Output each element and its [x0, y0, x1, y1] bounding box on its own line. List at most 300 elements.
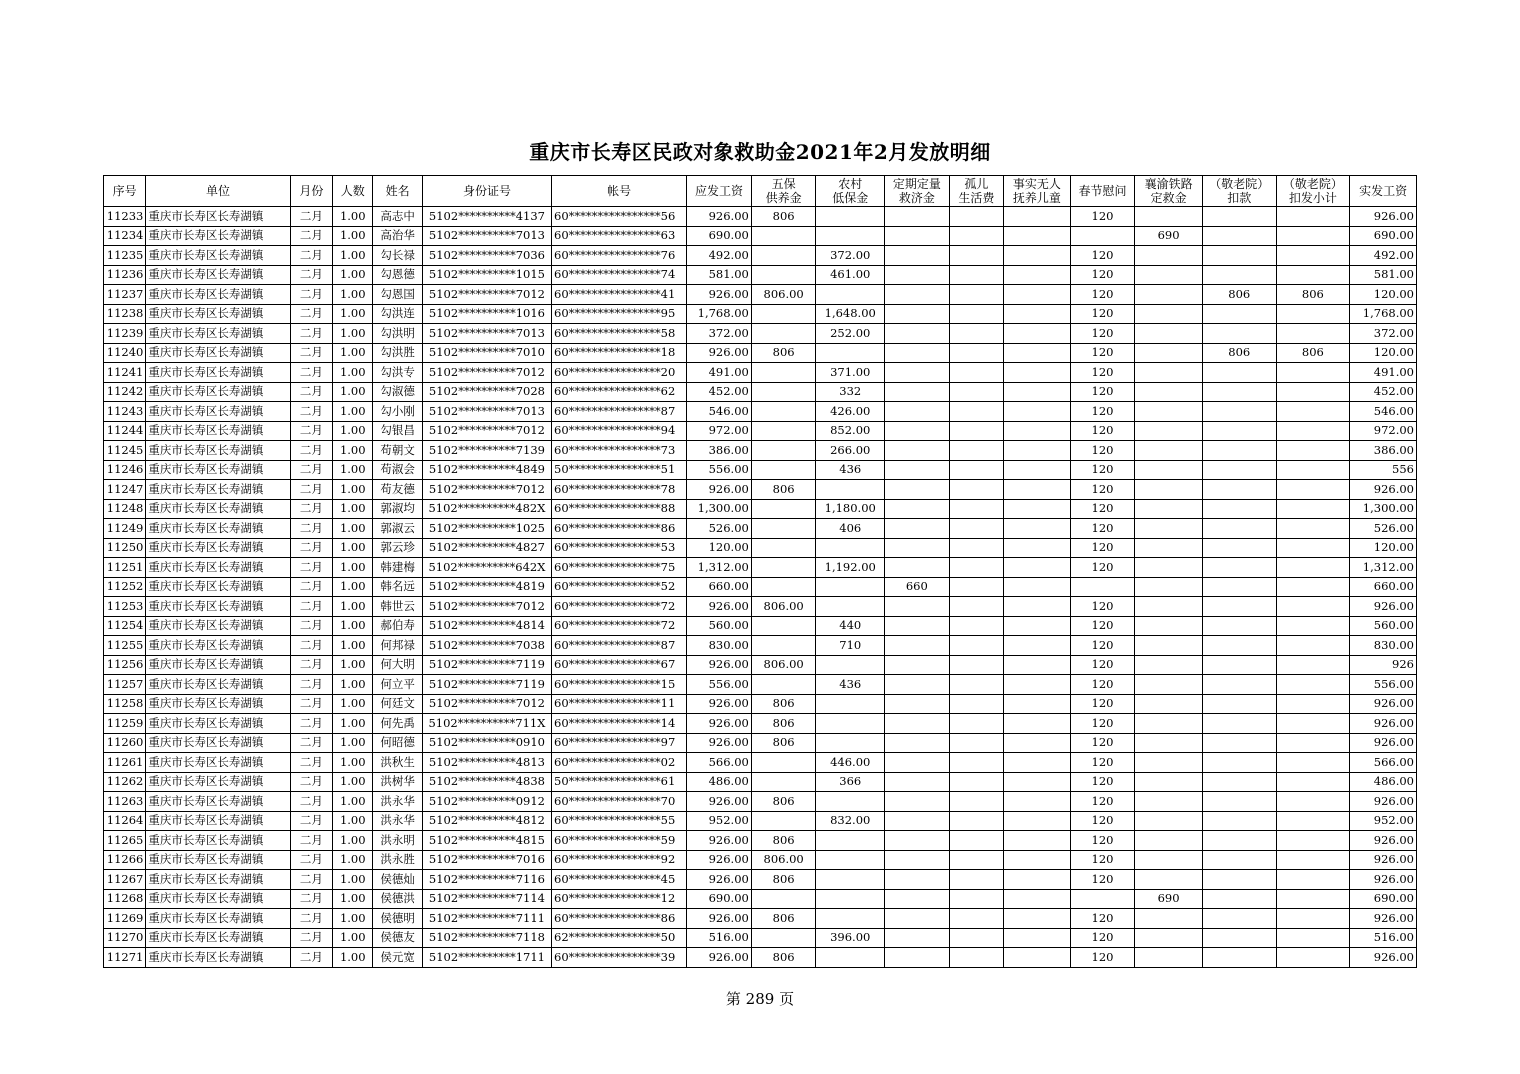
cell-festival: 120: [1070, 402, 1135, 422]
cell-railway-relief: [1135, 441, 1203, 461]
cell-festival: 120: [1070, 928, 1135, 948]
cell-regular-relief: [885, 655, 950, 675]
cell-festival: 120: [1070, 207, 1135, 227]
cell-payable: 120.00: [687, 538, 752, 558]
cell-orphan: [949, 499, 1003, 519]
column-header-account: 帐号: [552, 176, 687, 207]
cell-railway-relief: [1135, 753, 1203, 773]
cell-unattended-child: [1004, 363, 1071, 383]
cell-net-pay: 492.00: [1350, 246, 1417, 266]
cell-id-number: 5102**********7114: [422, 889, 551, 909]
cell-unit: 重庆市长寿区长寿湖镇: [146, 909, 290, 929]
cell-count: 1.00: [333, 733, 373, 753]
cell-count: 1.00: [333, 343, 373, 363]
cell-account: 60****************72: [552, 616, 687, 636]
cell-wubao: [751, 324, 816, 344]
cell-payable: 556.00: [687, 675, 752, 695]
cell-regular-relief: [885, 265, 950, 285]
cell-payable: 690.00: [687, 889, 752, 909]
cell-railway-relief: [1135, 772, 1203, 792]
cell-orphan: [949, 636, 1003, 656]
cell-dibao: [816, 226, 885, 246]
cell-unattended-child: [1004, 948, 1071, 968]
cell-month: 二月: [290, 655, 332, 675]
cell-serial: 11268: [104, 889, 146, 909]
cell-railway-relief: [1135, 714, 1203, 734]
cell-id-number: 5102**********7139: [422, 441, 551, 461]
cell-month: 二月: [290, 636, 332, 656]
cell-serial: 11233: [104, 207, 146, 227]
cell-unit: 重庆市长寿区长寿湖镇: [146, 948, 290, 968]
cell-festival: 120: [1070, 831, 1135, 851]
cell-wubao: 806: [751, 909, 816, 929]
cell-nursing-deduction: [1202, 265, 1276, 285]
cell-wubao: [751, 421, 816, 441]
cell-month: 二月: [290, 889, 332, 909]
cell-nursing-subtotal: [1276, 792, 1350, 812]
cell-account: 60****************59: [552, 831, 687, 851]
cell-serial: 11241: [104, 363, 146, 383]
cell-id-number: 5102**********7013: [422, 226, 551, 246]
table-row: [104, 909, 1417, 929]
cell-unattended-child: [1004, 909, 1071, 929]
cell-nursing-subtotal: [1276, 811, 1350, 831]
cell-regular-relief: [885, 246, 950, 266]
column-header-net-pay: 实发工资: [1350, 176, 1417, 207]
cell-account: 60****************75: [552, 558, 687, 578]
cell-railway-relief: [1135, 363, 1203, 383]
cell-account: 60****************58: [552, 324, 687, 344]
cell-account: 60****************87: [552, 636, 687, 656]
cell-nursing-deduction: [1202, 304, 1276, 324]
cell-name: 勾恩国: [373, 285, 422, 305]
cell-serial: 11240: [104, 343, 146, 363]
cell-nursing-subtotal: [1276, 850, 1350, 870]
cell-month: 二月: [290, 285, 332, 305]
cell-railway-relief: [1135, 519, 1203, 539]
cell-name: 勾银昌: [373, 421, 422, 441]
column-header-payable: 应发工资: [687, 176, 752, 207]
cell-id-number: 5102**********7111: [422, 909, 551, 929]
cell-nursing-deduction: [1202, 538, 1276, 558]
cell-nursing-subtotal: [1276, 480, 1350, 500]
cell-wubao: 806.00: [751, 850, 816, 870]
cell-dibao: [816, 714, 885, 734]
cell-payable: 926.00: [687, 207, 752, 227]
cell-name: 韩世云: [373, 597, 422, 617]
cell-month: 二月: [290, 207, 332, 227]
cell-unattended-child: [1004, 655, 1071, 675]
cell-nursing-deduction: [1202, 909, 1276, 929]
cell-name: 洪树华: [373, 772, 422, 792]
column-header-railway-relief: 襄渝铁路 定救金: [1135, 176, 1203, 207]
cell-month: 二月: [290, 304, 332, 324]
cell-nursing-deduction: [1202, 558, 1276, 578]
cell-orphan: [949, 928, 1003, 948]
cell-dibao: 832.00: [816, 811, 885, 831]
cell-nursing-subtotal: [1276, 597, 1350, 617]
cell-count: 1.00: [333, 226, 373, 246]
cell-id-number: 5102**********7013: [422, 324, 551, 344]
cell-serial: 11254: [104, 616, 146, 636]
cell-serial: 11247: [104, 480, 146, 500]
cell-nursing-deduction: [1202, 382, 1276, 402]
cell-name: 侯元宽: [373, 948, 422, 968]
cell-railway-relief: [1135, 324, 1203, 344]
table-row: [104, 499, 1417, 519]
cell-orphan: [949, 655, 1003, 675]
cell-id-number: 5102**********4812: [422, 811, 551, 831]
cell-month: 二月: [290, 753, 332, 773]
cell-count: 1.00: [333, 363, 373, 383]
cell-dibao: 266.00: [816, 441, 885, 461]
table-row: [104, 616, 1417, 636]
cell-name: 侯德友: [373, 928, 422, 948]
cell-unattended-child: [1004, 714, 1071, 734]
cell-unattended-child: [1004, 811, 1071, 831]
cell-id-number: 5102**********4838: [422, 772, 551, 792]
cell-serial: 11251: [104, 558, 146, 578]
cell-unit: 重庆市长寿区长寿湖镇: [146, 460, 290, 480]
cell-net-pay: 1,300.00: [1350, 499, 1417, 519]
cell-railway-relief: [1135, 207, 1203, 227]
cell-count: 1.00: [333, 519, 373, 539]
cell-nursing-subtotal: [1276, 460, 1350, 480]
cell-month: 二月: [290, 597, 332, 617]
cell-regular-relief: [885, 460, 950, 480]
cell-serial: 11244: [104, 421, 146, 441]
cell-orphan: [949, 558, 1003, 578]
cell-month: 二月: [290, 772, 332, 792]
table-row: [104, 480, 1417, 500]
cell-serial: 11267: [104, 870, 146, 890]
cell-nursing-subtotal: [1276, 558, 1350, 578]
table-body: [104, 207, 1417, 968]
cell-id-number: 5102**********7012: [422, 480, 551, 500]
cell-wubao: 806: [751, 792, 816, 812]
cell-id-number: 5102**********4814: [422, 616, 551, 636]
cell-net-pay: 926.00: [1350, 909, 1417, 929]
cell-account: 60****************18: [552, 343, 687, 363]
cell-serial: 11260: [104, 733, 146, 753]
table-row: [104, 363, 1417, 383]
cell-name: 何大明: [373, 655, 422, 675]
cell-wubao: [751, 675, 816, 695]
cell-nursing-deduction: [1202, 948, 1276, 968]
cell-regular-relief: [885, 324, 950, 344]
table-row: [104, 324, 1417, 344]
cell-wubao: [751, 246, 816, 266]
cell-net-pay: 926: [1350, 655, 1417, 675]
cell-net-pay: 120.00: [1350, 285, 1417, 305]
column-header-name: 姓名: [373, 176, 422, 207]
cell-net-pay: 926.00: [1350, 870, 1417, 890]
cell-wubao: [751, 772, 816, 792]
cell-unit: 重庆市长寿区长寿湖镇: [146, 499, 290, 519]
cell-regular-relief: [885, 948, 950, 968]
cell-railway-relief: [1135, 499, 1203, 519]
cell-payable: 452.00: [687, 382, 752, 402]
cell-wubao: [751, 577, 816, 597]
cell-regular-relief: [885, 226, 950, 246]
cell-festival: 120: [1070, 382, 1135, 402]
cell-wubao: 806: [751, 694, 816, 714]
cell-orphan: [949, 870, 1003, 890]
cell-net-pay: 690.00: [1350, 889, 1417, 909]
cell-nursing-deduction: [1202, 772, 1276, 792]
cell-net-pay: 926.00: [1350, 480, 1417, 500]
cell-dibao: 396.00: [816, 928, 885, 948]
cell-payable: 926.00: [687, 948, 752, 968]
cell-festival: 120: [1070, 772, 1135, 792]
cell-festival: 120: [1070, 343, 1135, 363]
cell-name: 洪秋生: [373, 753, 422, 773]
cell-count: 1.00: [333, 480, 373, 500]
cell-unattended-child: [1004, 558, 1071, 578]
cell-unattended-child: [1004, 733, 1071, 753]
cell-nursing-deduction: [1202, 363, 1276, 383]
cell-name: 勾洪胜: [373, 343, 422, 363]
cell-payable: 926.00: [687, 909, 752, 929]
cell-unit: 重庆市长寿区长寿湖镇: [146, 714, 290, 734]
cell-name: 郭云珍: [373, 538, 422, 558]
cell-wubao: 806: [751, 831, 816, 851]
cell-dibao: 371.00: [816, 363, 885, 383]
cell-name: 何邦禄: [373, 636, 422, 656]
cell-nursing-deduction: [1202, 694, 1276, 714]
cell-railway-relief: [1135, 597, 1203, 617]
cell-unit: 重庆市长寿区长寿湖镇: [146, 246, 290, 266]
cell-nursing-subtotal: [1276, 733, 1350, 753]
cell-regular-relief: [885, 792, 950, 812]
cell-name: 侯德灿: [373, 870, 422, 890]
table-row: [104, 558, 1417, 578]
cell-regular-relief: [885, 343, 950, 363]
cell-dibao: [816, 909, 885, 929]
table-row: [104, 402, 1417, 422]
column-header-serial: 序号: [104, 176, 146, 207]
cell-nursing-deduction: [1202, 792, 1276, 812]
cell-account: 60****************15: [552, 675, 687, 695]
cell-orphan: [949, 733, 1003, 753]
cell-count: 1.00: [333, 246, 373, 266]
cell-unattended-child: [1004, 499, 1071, 519]
cell-orphan: [949, 616, 1003, 636]
cell-account: 60****************67: [552, 655, 687, 675]
cell-payable: 926.00: [687, 343, 752, 363]
cell-id-number: 5102**********4137: [422, 207, 551, 227]
cell-payable: 1,300.00: [687, 499, 752, 519]
cell-serial: 11239: [104, 324, 146, 344]
cell-unattended-child: [1004, 831, 1071, 851]
cell-net-pay: 926.00: [1350, 948, 1417, 968]
cell-serial: 11270: [104, 928, 146, 948]
cell-wubao: [751, 363, 816, 383]
column-header-wubao: 五保 供养金: [751, 176, 816, 207]
cell-payable: 516.00: [687, 928, 752, 948]
cell-orphan: [949, 226, 1003, 246]
cell-regular-relief: [885, 772, 950, 792]
cell-unattended-child: [1004, 928, 1071, 948]
cell-nursing-deduction: [1202, 499, 1276, 519]
cell-wubao: 806: [751, 733, 816, 753]
cell-nursing-deduction: [1202, 577, 1276, 597]
cell-payable: 581.00: [687, 265, 752, 285]
cell-id-number: 5102**********7119: [422, 655, 551, 675]
cell-festival: [1070, 226, 1135, 246]
table-row: [104, 285, 1417, 305]
cell-id-number: 5102**********7028: [422, 382, 551, 402]
cell-dibao: [816, 597, 885, 617]
column-header-regular-relief: 定期定量 救济金: [885, 176, 950, 207]
cell-festival: [1070, 889, 1135, 909]
cell-dibao: [816, 343, 885, 363]
cell-wubao: [751, 499, 816, 519]
cell-unit: 重庆市长寿区长寿湖镇: [146, 694, 290, 714]
cell-net-pay: 526.00: [1350, 519, 1417, 539]
cell-nursing-subtotal: [1276, 577, 1350, 597]
cell-dibao: [816, 655, 885, 675]
cell-name: 苟朝文: [373, 441, 422, 461]
cell-unattended-child: [1004, 616, 1071, 636]
cell-account: 60****************76: [552, 246, 687, 266]
cell-serial: 11236: [104, 265, 146, 285]
cell-orphan: [949, 207, 1003, 227]
cell-railway-relief: [1135, 558, 1203, 578]
cell-month: 二月: [290, 265, 332, 285]
cell-account: 60****************55: [552, 811, 687, 831]
cell-account: 60****************74: [552, 265, 687, 285]
cell-unattended-child: [1004, 304, 1071, 324]
cell-name: 勾恩德: [373, 265, 422, 285]
cell-orphan: [949, 402, 1003, 422]
cell-serial: 11264: [104, 811, 146, 831]
cell-wubao: [751, 616, 816, 636]
cell-nursing-deduction: [1202, 421, 1276, 441]
cell-regular-relief: [885, 538, 950, 558]
cell-wubao: [751, 538, 816, 558]
cell-nursing-deduction: 806: [1202, 343, 1276, 363]
cell-wubao: [751, 558, 816, 578]
cell-net-pay: 952.00: [1350, 811, 1417, 831]
cell-dibao: [816, 733, 885, 753]
cell-railway-relief: [1135, 909, 1203, 929]
cell-wubao: 806: [751, 948, 816, 968]
table-row: [104, 207, 1417, 227]
cell-account: 60****************63: [552, 226, 687, 246]
cell-nursing-deduction: [1202, 597, 1276, 617]
cell-nursing-subtotal: [1276, 636, 1350, 656]
cell-regular-relief: [885, 831, 950, 851]
cell-net-pay: 926.00: [1350, 831, 1417, 851]
cell-net-pay: 1,768.00: [1350, 304, 1417, 324]
cell-count: 1.00: [333, 285, 373, 305]
table-row: [104, 655, 1417, 675]
cell-payable: 491.00: [687, 363, 752, 383]
cell-unattended-child: [1004, 675, 1071, 695]
document-title: 重庆市长寿区民政对象救助金2021年2月发放明细: [529, 140, 991, 164]
cell-serial: 11234: [104, 226, 146, 246]
cell-orphan: [949, 772, 1003, 792]
cell-regular-relief: [885, 889, 950, 909]
cell-name: 韩建梅: [373, 558, 422, 578]
cell-nursing-deduction: [1202, 714, 1276, 734]
cell-nursing-deduction: [1202, 402, 1276, 422]
cell-name: 洪永华: [373, 792, 422, 812]
cell-payable: 1,768.00: [687, 304, 752, 324]
cell-orphan: [949, 460, 1003, 480]
cell-nursing-subtotal: [1276, 207, 1350, 227]
cell-wubao: [751, 889, 816, 909]
cell-payable: 926.00: [687, 831, 752, 851]
cell-wubao: 806.00: [751, 285, 816, 305]
cell-serial: 11255: [104, 636, 146, 656]
cell-orphan: [949, 265, 1003, 285]
cell-unit: 重庆市长寿区长寿湖镇: [146, 753, 290, 773]
cell-net-pay: 926.00: [1350, 597, 1417, 617]
cell-wubao: [751, 636, 816, 656]
cell-id-number: 5102**********4813: [422, 753, 551, 773]
cell-month: 二月: [290, 909, 332, 929]
cell-unit: 重庆市长寿区长寿湖镇: [146, 363, 290, 383]
cell-unit: 重庆市长寿区长寿湖镇: [146, 382, 290, 402]
cell-regular-relief: [885, 519, 950, 539]
cell-id-number: 5102**********1015: [422, 265, 551, 285]
cell-payable: 926.00: [687, 285, 752, 305]
cell-orphan: [949, 675, 1003, 695]
cell-account: 60****************20: [552, 363, 687, 383]
cell-orphan: [949, 831, 1003, 851]
cell-nursing-deduction: [1202, 870, 1276, 890]
cell-id-number: 5102**********7012: [422, 597, 551, 617]
cell-wubao: [751, 460, 816, 480]
cell-regular-relief: [885, 850, 950, 870]
cell-nursing-subtotal: [1276, 324, 1350, 344]
cell-month: 二月: [290, 792, 332, 812]
cell-name: 勾洪明: [373, 324, 422, 344]
cell-name: 何先禹: [373, 714, 422, 734]
cell-regular-relief: [885, 207, 950, 227]
cell-account: 60****************97: [552, 733, 687, 753]
cell-payable: 372.00: [687, 324, 752, 344]
cell-unit: 重庆市长寿区长寿湖镇: [146, 655, 290, 675]
cell-regular-relief: [885, 597, 950, 617]
table-row: [104, 577, 1417, 597]
cell-net-pay: 566.00: [1350, 753, 1417, 773]
cell-nursing-subtotal: [1276, 616, 1350, 636]
cell-festival: 120: [1070, 519, 1135, 539]
cell-unattended-child: [1004, 753, 1071, 773]
cell-regular-relief: [885, 928, 950, 948]
cell-unit: 重庆市长寿区长寿湖镇: [146, 343, 290, 363]
cell-account: 60****************41: [552, 285, 687, 305]
cell-unit: 重庆市长寿区长寿湖镇: [146, 519, 290, 539]
cell-serial: 11238: [104, 304, 146, 324]
cell-count: 1.00: [333, 499, 373, 519]
cell-serial: 11271: [104, 948, 146, 968]
cell-unattended-child: [1004, 597, 1071, 617]
cell-name: 何昭德: [373, 733, 422, 753]
cell-festival: 120: [1070, 246, 1135, 266]
cell-serial: 11265: [104, 831, 146, 851]
cell-nursing-deduction: [1202, 850, 1276, 870]
cell-account: 60****************02: [552, 753, 687, 773]
cell-serial: 11259: [104, 714, 146, 734]
cell-payable: 926.00: [687, 480, 752, 500]
cell-regular-relief: [885, 616, 950, 636]
cell-unattended-child: [1004, 460, 1071, 480]
cell-orphan: [949, 324, 1003, 344]
